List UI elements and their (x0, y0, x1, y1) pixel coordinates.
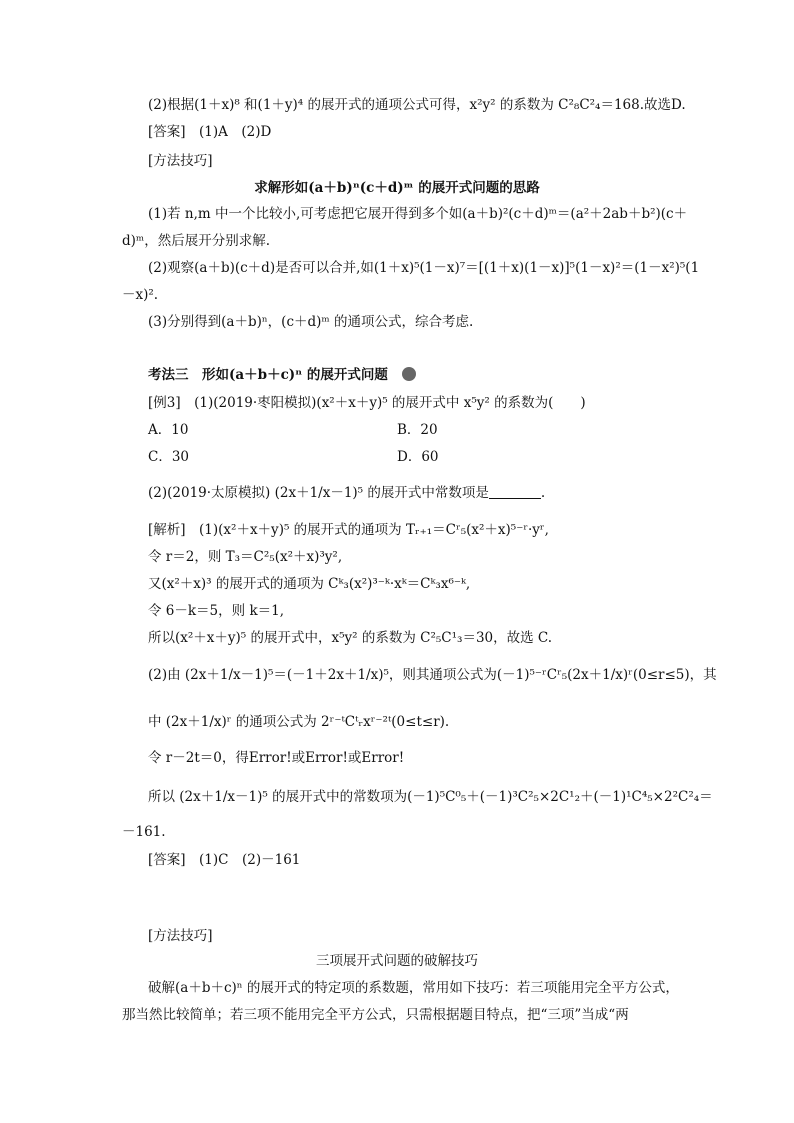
section-title-text: 考法三 形如(a＋b＋c)ⁿ 的展开式问题 (148, 367, 388, 383)
question-2 (148, 483, 545, 503)
tip-line: －x)². (122, 287, 159, 303)
method-paragraph: 破解(a＋b＋c)ⁿ 的展开式的特定项的系数题，常用如下技巧：若三项能用完全平方公式， (148, 980, 679, 996)
solution-line: 令 r＝2，则 T₃＝C²₅(x²＋x)³y², (148, 549, 343, 565)
solution-line: 所以 (2x＋1/x－1)⁵ 的展开式中的常数项为(－1)⁵C⁰₅＋(－1)³C²₅×2C¹₂＋(－1)¹C⁴₅×2²C²₄＝ (148, 789, 713, 805)
solution-line: [解析] (1)(x²＋x＋y)⁵ 的展开式的通项为 Tᵣ₊₁＝Cʳ₅(x²＋x)⁵⁻ʳ·yʳ, (148, 522, 549, 538)
tip-line: (2)观察(a＋b)(c＋d)是否可以合并,如(1＋x)⁵(1－x)⁷＝[(1＋x)(1－x)]⁵(1－x)²＝(1－x²)⁵(1 (148, 260, 700, 276)
answer-line: [答案] (1)C (2)－161 (148, 852, 301, 868)
solution-line: 又(x²＋x)³ 的展开式的通项为 Cᵏ₃(x²)³⁻ᵏ·xᵏ＝Cᵏ₃x⁶⁻ᵏ, (148, 576, 471, 592)
tip-line: (3)分别得到(a＋b)ⁿ，(c＋d)ᵐ 的通项公式，综合考虑. (148, 314, 474, 330)
solution-line: 令 6－k＝5，则 k＝1, (148, 603, 285, 619)
solution-line: 中 (2x＋1/x)ʳ 的通项公式为 2ʳ⁻ᵗCᵗᵣxʳ⁻²ᵗ(0≤t≤r). (148, 714, 450, 730)
question-2-expression: (2x＋1/x－1)⁵ (274, 485, 364, 501)
choice-a: A．10 (148, 422, 189, 438)
solution-line: (2)由 (2x＋1/x－1)⁵＝(－1＋2x＋1/x)⁵，则其通项公式为(－1)⁵⁻ʳCʳ₅(2x＋1/x)ʳ(0≤r≤5)，其 (148, 667, 717, 683)
method-label: [方法技巧] (148, 153, 213, 169)
dot-icon (402, 367, 416, 381)
solution-line: 所以(x²＋x＋y)⁵ 的展开式中，x⁵y² 的系数为 C²₅C¹₃＝30，故选 C. (148, 630, 553, 646)
method-title: 三项展开式问题的破解技巧 (316, 953, 478, 969)
solution-line: －161. (122, 824, 166, 840)
solution-line: (2)根据(1＋x)⁸ 和(1＋y)⁴ 的展开式的通项公式可得，x²y² 的系数为 C²₈C²₄＝168.故选D. (148, 97, 686, 113)
answer-blank (489, 484, 541, 499)
question-2-end: . (540, 485, 546, 501)
question-2-prefix: (2)(2019·太原模拟) (148, 485, 271, 501)
method-title: 求解形如(a＋b)ⁿ(c＋d)ᵐ 的展开式问题的思路 (254, 180, 540, 196)
tip-line: d)ᵐ，然后展开分别求解. (122, 233, 270, 249)
question-2-suffix: 的展开式中常数项是 (367, 485, 489, 501)
choice-b: B．20 (397, 422, 438, 438)
answer-line: [答案] (1)A (2)D (148, 124, 272, 140)
method-label: [方法技巧] (148, 928, 213, 944)
choice-c: C．30 (148, 449, 190, 465)
tip-line: (1)若 n,m 中一个比较小,可考虑把它展开得到多个如(a＋b)²(c＋d)ᵐ＝(a²＋2ab＋b²)(c＋ (148, 206, 688, 222)
method-paragraph: 那当然比较简单；若三项不能用完全平方公式，只需根据题目特点，把“三项”当成“两 (122, 1007, 629, 1023)
example-question: [例3] (1)(2019·枣阳模拟)(x²＋x＋y)⁵ 的展开式中 x⁵y² 的系数为( ) (148, 395, 586, 411)
solution-line: 令 r－2t＝0，得Error!或Error!或Error! (148, 750, 405, 766)
section-title (148, 365, 416, 385)
choice-d: D．60 (397, 449, 439, 465)
